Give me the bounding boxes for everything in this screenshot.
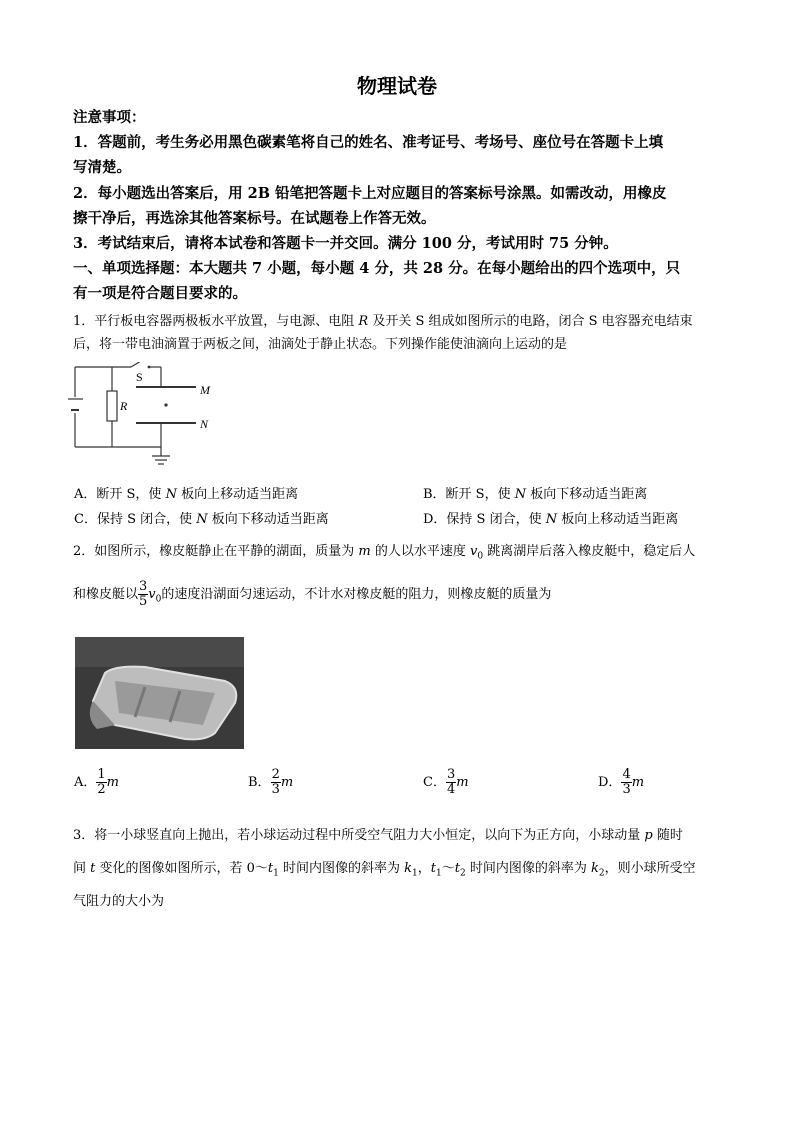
q2-option-b-var: m bbox=[280, 775, 294, 790]
q1-option-b-text: B．断开 S，使 bbox=[423, 487, 515, 502]
notice-heading: 注意事项： bbox=[73, 109, 146, 126]
q3-var-t: t bbox=[90, 861, 96, 876]
q1-option-d-text-2: 板向上移动适当距离 bbox=[557, 512, 679, 527]
q1-option-a[interactable] bbox=[74, 483, 298, 502]
q1-option-d-var: N bbox=[545, 512, 558, 527]
q1-option-b[interactable] bbox=[423, 483, 647, 502]
q2-option-a[interactable] bbox=[74, 768, 119, 797]
q2-option-d-num: 4 bbox=[622, 767, 631, 782]
q2-option-b-label: B． bbox=[248, 775, 271, 790]
q1-option-c-var: N bbox=[196, 512, 208, 527]
q2-text-b: 的人以水平速度 bbox=[370, 544, 470, 559]
q2-var-m: m bbox=[358, 544, 371, 559]
notice-item-3: 3．考试结束后，请将本试卷和答题卡一并交回。满分 100 分，考试用时 75 分钟。 bbox=[73, 235, 618, 252]
q2-option-d[interactable] bbox=[598, 768, 644, 797]
q2-var-v-2: v bbox=[148, 587, 156, 602]
inflatable-boat-photo bbox=[75, 637, 244, 749]
q2-var-v: v bbox=[470, 544, 478, 559]
q2-option-d-label: D． bbox=[598, 775, 622, 790]
q2-option-c-den: 4 bbox=[446, 782, 456, 797]
label-r: R bbox=[120, 399, 128, 413]
q2-option-c-num: 3 bbox=[446, 767, 456, 782]
q3-text-i: ，则小球所受空 bbox=[604, 861, 696, 876]
notice-item-1-line-1: 1．答题前，考生务必用黑色碳素笔将自己的姓名、准考证号、考场号、座位号在答题卡上填 bbox=[73, 134, 664, 151]
q2-option-a-label: A． bbox=[74, 775, 97, 790]
q1-line-2: 后，将一带电油滴置于两板之间，油滴处于静止状态。下列操作能使油滴向上运动的是 bbox=[73, 337, 568, 352]
q2-line-1 bbox=[73, 540, 695, 562]
q3-sub-k1: 1 bbox=[412, 868, 418, 879]
oil-droplet bbox=[164, 403, 167, 406]
switch-contact bbox=[148, 366, 151, 369]
section-1-line-1: 一、单项选择题：本大题共 7 小题，每小题 4 分，共 28 分。在每小题给出的四个选项中，只 bbox=[73, 260, 681, 277]
q2-option-b[interactable] bbox=[248, 768, 293, 797]
q3-var-k1: k bbox=[404, 861, 413, 876]
label-s: S bbox=[136, 370, 143, 384]
label-n: N bbox=[200, 417, 209, 431]
q1-option-c-text: C．保持 S 闭合，使 bbox=[74, 512, 197, 527]
q2-text-d: 和橡皮艇以 bbox=[73, 587, 139, 602]
q2-var-v-sub-2: 0 bbox=[155, 594, 162, 605]
q1-option-c-text-2: 板向下移动适当距离 bbox=[207, 512, 329, 527]
page-title: 物理试卷 bbox=[357, 74, 437, 98]
q1-var-r: R bbox=[358, 314, 369, 329]
q2-option-a-num: 1 bbox=[97, 767, 106, 782]
q2-frac-num: 3 bbox=[139, 579, 148, 594]
q3-sub-k2: 2 bbox=[598, 868, 605, 879]
q2-option-c[interactable] bbox=[423, 768, 469, 797]
q2-text-a: 2．如图所示，橡皮艇静止在平静的湖面，质量为 bbox=[73, 544, 359, 559]
q1-option-a-var: N bbox=[165, 487, 177, 502]
q2-option-d-frac bbox=[621, 768, 631, 797]
q2-option-c-label: C． bbox=[423, 775, 446, 790]
q2-option-b-den: 3 bbox=[271, 782, 280, 797]
q3-text-d: 变化的图像如图所示，若 0～ bbox=[95, 861, 268, 876]
q2-option-a-var: m bbox=[106, 775, 119, 790]
q3-var-p: p bbox=[644, 828, 653, 843]
q3-text-g: ～ bbox=[441, 861, 455, 876]
q2-fraction bbox=[138, 580, 148, 609]
q3-var-k2: k bbox=[591, 861, 599, 876]
q3-line-1 bbox=[73, 824, 683, 843]
q1-line-1 bbox=[73, 310, 693, 329]
q2-option-b-frac bbox=[271, 768, 281, 797]
q2-text-c: 跳离湖岸后落入橡皮艇中，稳定后人 bbox=[483, 544, 696, 559]
q2-option-a-den: 2 bbox=[97, 782, 106, 797]
q2-line-2 bbox=[73, 580, 551, 609]
q3-text-f: ， bbox=[417, 861, 431, 876]
q3-text-b: 随时 bbox=[652, 828, 683, 843]
q3-var-t1: t bbox=[267, 861, 274, 876]
q3-text-h: 时间内图像的斜率为 bbox=[465, 861, 592, 876]
notice-item-1-line-2: 写清楚。 bbox=[73, 159, 131, 176]
q1-circuit-diagram bbox=[68, 362, 228, 472]
section-1-line-2: 有一项是符合题目要求的。 bbox=[73, 285, 247, 302]
q3-line-2 bbox=[73, 857, 696, 879]
q3-line-3: 气阻力的大小为 bbox=[73, 894, 165, 909]
q1-option-d[interactable] bbox=[423, 508, 678, 527]
q1-text-b: 及开关 S 组成如图所示的电路，闭合 S 电容器充电结束 bbox=[368, 314, 693, 329]
q2-option-c-frac bbox=[446, 768, 456, 797]
q3-text-a: 3．将一小球竖直向上抛出，若小球运动过程中所受空气阻力大小恒定，以向下为正方向，小球动量 bbox=[73, 828, 645, 843]
q3-text-e: 时间内图像的斜率为 bbox=[278, 861, 405, 876]
q2-option-a-frac bbox=[96, 768, 106, 797]
q2-option-b-num: 2 bbox=[271, 767, 280, 782]
q2-option-d-den: 3 bbox=[622, 782, 631, 797]
q1-option-a-text-2: 板向上移动适当距离 bbox=[176, 487, 299, 502]
q3-sub-1: 1 bbox=[273, 868, 279, 879]
q2-var-v-sub: 0 bbox=[477, 551, 484, 562]
q1-option-b-text-2: 板向下移动适当距离 bbox=[526, 487, 648, 502]
q1-option-a-text: A．断开 S，使 bbox=[74, 487, 166, 502]
q3-text-c: 间 bbox=[73, 861, 91, 876]
q1-option-b-var: N bbox=[514, 487, 527, 502]
q1-text-a: 1．平行板电容器两极板水平放置，与电源、电阻 bbox=[73, 314, 359, 329]
q2-option-d-var: m bbox=[631, 775, 645, 790]
notice-item-2-line-1: 2．每小题选出答案后，用 2B 铅笔把答题卡上对应题目的答案标号涂黑。如需改动，用橡皮 bbox=[73, 185, 667, 202]
boat-illustration bbox=[75, 637, 244, 749]
q1-option-d-text: D．保持 S 闭合，使 bbox=[423, 512, 546, 527]
q3-sub-t1b: 1 bbox=[436, 868, 442, 879]
q1-option-c[interactable] bbox=[74, 508, 329, 527]
notice-item-2-line-2: 擦干净后，再选涂其他答案标号。在试题卷上作答无效。 bbox=[73, 210, 436, 227]
q3-sub-t2: 2 bbox=[460, 868, 466, 879]
q2-text-e: 的速度沿湖面匀速运动，不计水对橡皮艇的阻力，则橡皮艇的质量为 bbox=[161, 587, 552, 602]
label-m: M bbox=[200, 383, 210, 397]
q2-option-c-var: m bbox=[456, 775, 469, 790]
q3-var-t1b: t bbox=[430, 861, 437, 876]
q2-frac-den: 5 bbox=[139, 594, 148, 609]
q3-var-t2: t bbox=[454, 861, 461, 876]
